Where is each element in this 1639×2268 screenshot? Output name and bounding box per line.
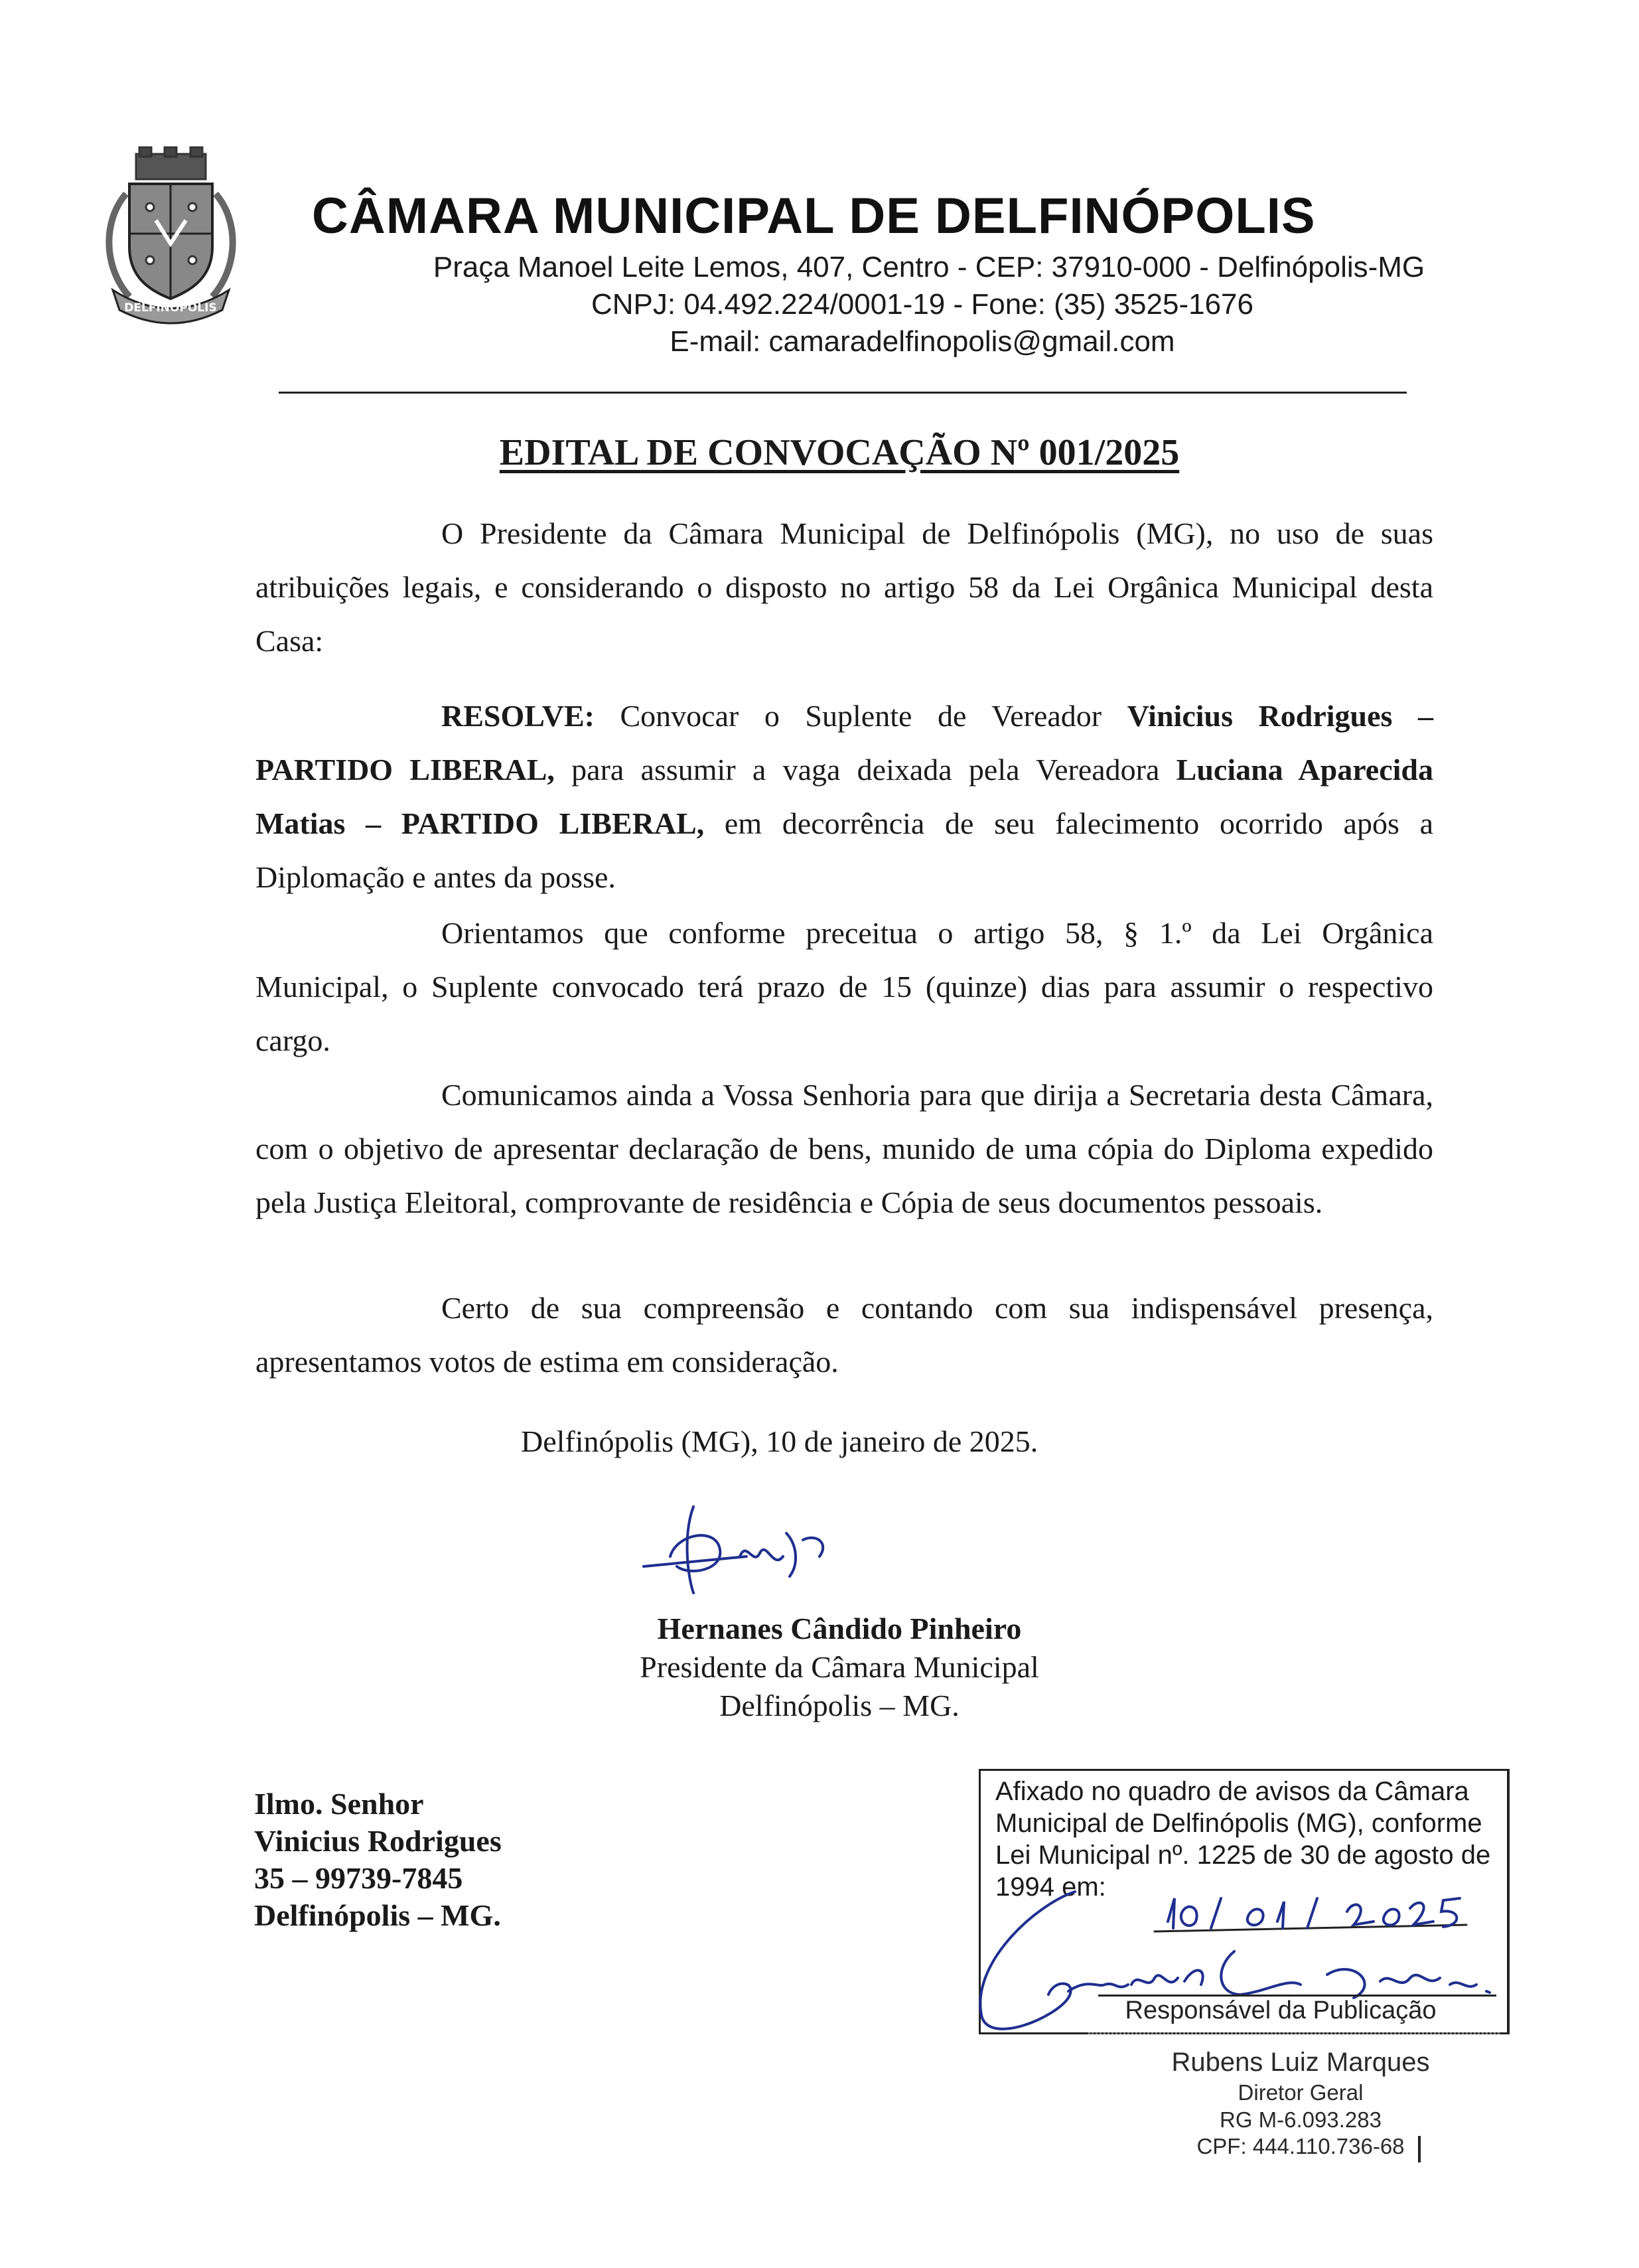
responsible-cpf: CPF: 444.110.736-68 xyxy=(1196,2134,1405,2158)
stamp-mark xyxy=(1418,2136,1421,2162)
paragraph-intro xyxy=(255,506,1433,668)
date-line: Delfinópolis (MG), 10 de janeiro de 2025. xyxy=(521,1424,1038,1458)
stamp-line-3: Lei Municipal nº. 1225 de 30 de agosto de xyxy=(995,1841,1491,1870)
convoked-substitute: Vinicius Rodrigues – PARTIDO LIBERAL, xyxy=(255,699,1433,787)
organization-email: E-mail: camaradelfinopolis@gmail.com xyxy=(670,325,1175,358)
paragraph-documents-text: Comunicamos ainda a Vossa Senhoria para que dirija a Secretaria desta Câmara, com o objetivo de apresentar declaração de bens, munido de uma cópia do Diploma expedido pela Justiça Eleitoral, comprovante de residência e Cópia de seus documentos pessoais. xyxy=(255,1078,1433,1219)
addressee-name: Vinicius Rodrigues xyxy=(254,1824,502,1858)
responsible-rg: RG M-6.093.283 xyxy=(1220,2107,1382,2132)
stamp-line-2: Municipal de Delfinópolis (MG), conforme xyxy=(995,1809,1482,1838)
signer-city: Delfinópolis – MG. xyxy=(719,1689,960,1722)
paragraph-documents xyxy=(255,1068,1433,1229)
resolve-text-2: para assumir a vaga deixada pela Vereadora xyxy=(554,753,1176,787)
paragraph-resolve xyxy=(255,689,1433,904)
paragraph-deadline-text: Orientamos que conforme preceitua o artigo 58, § 1.º da Lei Orgânica Municipal, o Suplente convocado terá prazo de 15 (quinze) dias para assumir o respectivo cargo. xyxy=(255,916,1433,1057)
organization-cnpj-phone: CNPJ: 04.492.224/0001-19 - Fone: (35) 3525-1676 xyxy=(591,288,1253,321)
addressee-city: Delfinópolis – MG. xyxy=(254,1898,501,1932)
header-divider xyxy=(279,392,1407,394)
paragraph-intro-text: O Presidente da Câmara Municipal de Delfinópolis (MG), no uso de suas atribuições legais, e considerando o disposto no artigo 58 da Lei Orgânica Municipal desta Casa: xyxy=(255,516,1433,658)
resolve-label: RESOLVE: xyxy=(441,699,595,733)
resolve-text-3: em decorrência de seu falecimento ocorrido após a Diplomação e antes da posse. xyxy=(255,806,1433,894)
responsible-name: Rubens Luiz Marques xyxy=(1171,2048,1430,2077)
deceased-councilor: Luciana Aparecida Matias – PARTIDO LIBERAL, xyxy=(255,753,1433,840)
paragraph-closing-text: Certo de sua compreensão e contando com sua indispensável presença, apresentamos votos de estima em consideração. xyxy=(255,1291,1433,1379)
stamp-text xyxy=(995,1776,1500,1903)
signer-name: Hernanes Cândido Pinheiro xyxy=(657,1612,1022,1645)
responsible-role: Diretor Geral xyxy=(1238,2080,1364,2105)
organization-address: Praça Manoel Leite Lemos, 407, Centro - CEP: 37910-000 - Delfinópolis-MG xyxy=(433,251,1425,283)
crest-ribbon-text: DELFINÓPOLIS xyxy=(124,301,217,315)
paragraph-deadline xyxy=(255,906,1433,1067)
stamp-signature-label: Responsável da Publicação xyxy=(1125,1997,1437,2024)
paragraph-closing xyxy=(255,1281,1433,1389)
organization-name: CÂMARA MUNICIPAL DE DELFINÓPOLIS xyxy=(312,188,1316,244)
stamp-line-1: Afixado no quadro de avisos da Câmara xyxy=(995,1777,1469,1806)
president-signature xyxy=(630,1493,843,1600)
signer-role: Presidente da Câmara Municipal xyxy=(640,1650,1039,1684)
addressee-salutation: Ilmo. Senhor xyxy=(254,1787,424,1821)
stamp-dotted-divider xyxy=(1088,2032,1500,2034)
document-title: EDITAL DE CONVOCAÇÃO Nº 001/2025 xyxy=(499,432,1180,473)
addressee-phone: 35 – 99739-7845 xyxy=(254,1861,463,1895)
stamp-line-4: 1994 em: xyxy=(995,1872,1106,1902)
resolve-text-1: Convocar o Suplente de Vereador xyxy=(594,699,1127,733)
